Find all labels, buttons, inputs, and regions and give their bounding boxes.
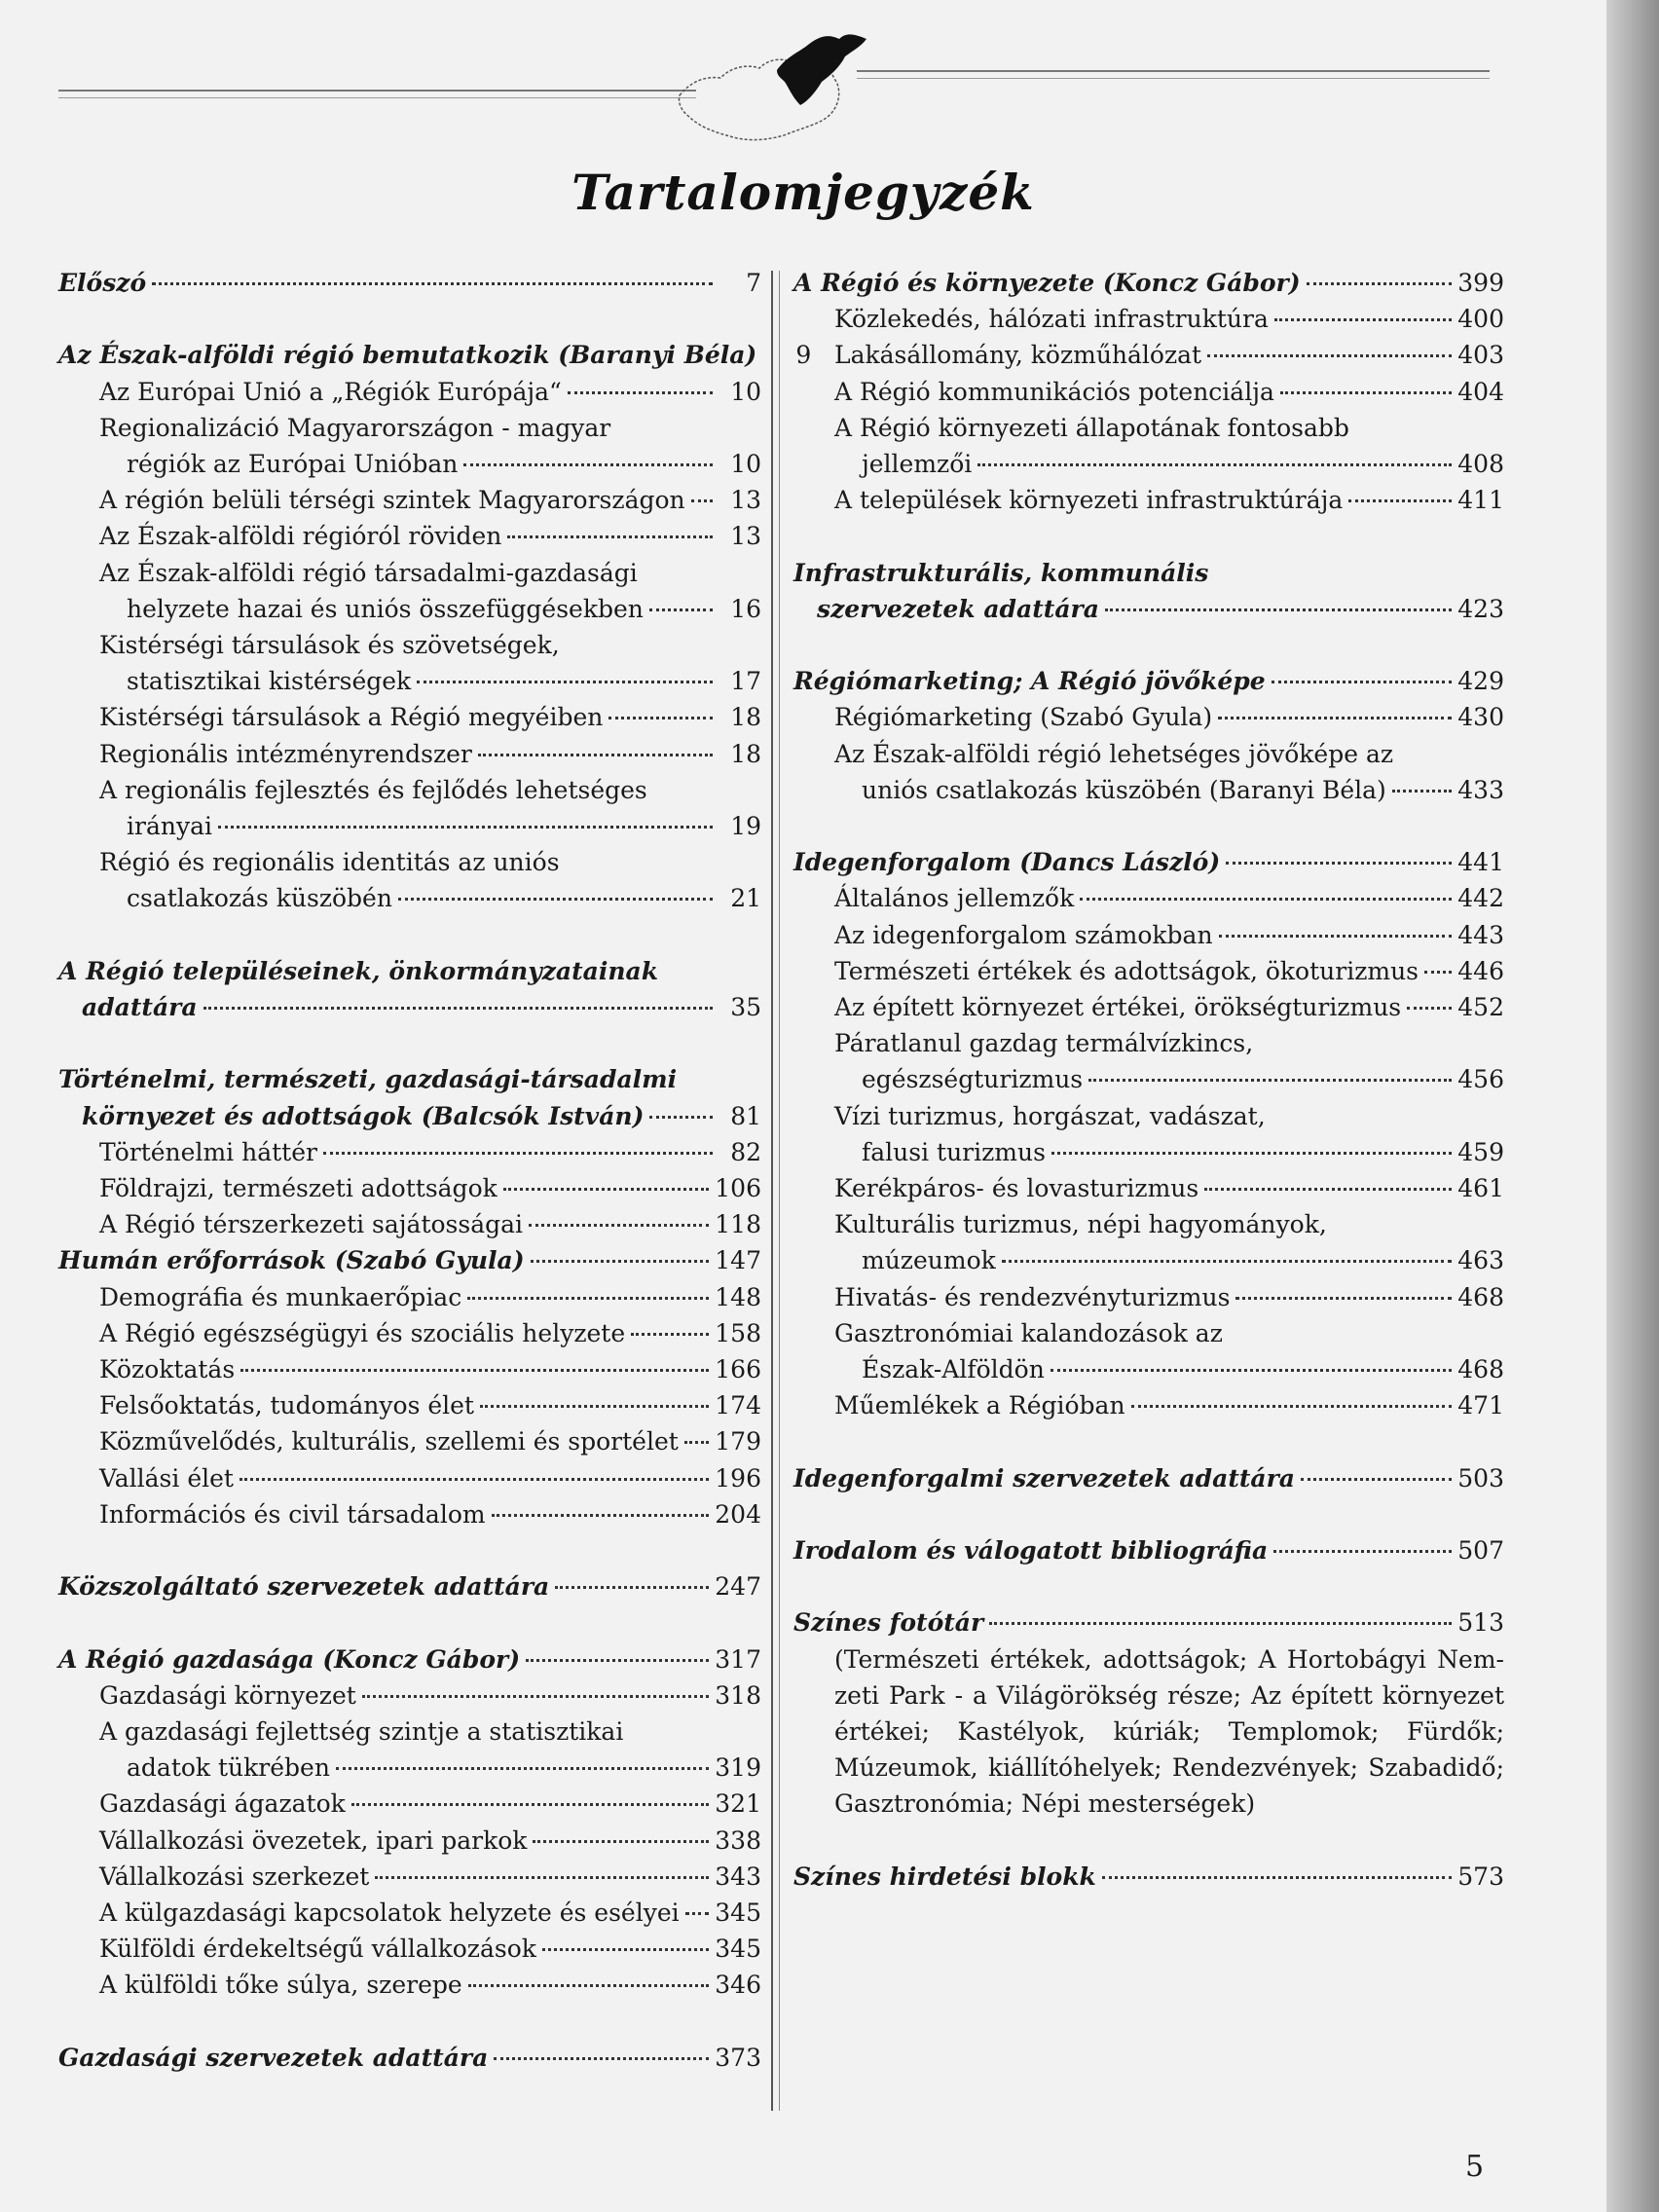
toc-subentry-title: Az Észak-alföldi régió lehetséges jövőképe az (834, 739, 1394, 768)
dot-leader (240, 1368, 709, 1372)
section-spacer (58, 1025, 761, 1061)
toc-section-title: A Régió gazdasága (Koncz Gábor) (58, 1644, 521, 1674)
toc-subentry (58, 591, 761, 627)
toc-page-number: 403 (1457, 341, 1504, 370)
toc-subentry (58, 808, 761, 844)
toc-page-number: 319 (715, 1753, 761, 1783)
toc-subentry-title: A regionális fejlesztés és fejlődés lehetséges (99, 775, 647, 804)
toc-subentry (793, 880, 1504, 916)
toc-subentry-title: Információs és civil társadalom (99, 1499, 486, 1529)
dot-leader (492, 1513, 710, 1517)
toc-page-number: 423 (1457, 594, 1504, 623)
toc-subentry (793, 953, 1504, 989)
dot-leader (1235, 1296, 1452, 1300)
dot-leader (685, 1911, 710, 1915)
dot-leader (351, 1802, 710, 1806)
dot-leader (1207, 353, 1452, 357)
toc-subentry-title: A Régió környezeti állapotának fontosabb (834, 413, 1349, 442)
map-of-hungary-icon (672, 27, 876, 149)
dot-leader (542, 1947, 709, 1951)
toc-subentry (793, 772, 1504, 808)
toc-subentry (58, 374, 761, 410)
toc-note-line: zeti Park - a Világörökség része; Az épített környezet (834, 1680, 1504, 1710)
toc-subentry (58, 1496, 761, 1532)
dot-leader (463, 462, 713, 466)
toc-subentry-title: régiók az Európai Unióban (127, 450, 459, 478)
toc-subentry (793, 1061, 1504, 1097)
toc-section-title: adattára (82, 993, 198, 1022)
toc-subentry-title: A külföldi tőke súlya, szerepe (99, 1971, 462, 2000)
toc-section-title: Előszó (58, 269, 147, 297)
toc-subentry (793, 301, 1504, 337)
header-rule-right (857, 70, 1490, 72)
section-spacer (793, 1823, 1504, 1859)
toc-subentry-title: statisztikai kistérségek (127, 667, 412, 696)
toc-page-number: 318 (715, 1680, 761, 1710)
toc-subentry (58, 1823, 761, 1859)
column-divider-thin (779, 271, 780, 2111)
toc-subentry-title: A külgazdasági kapcsolatok helyzete és esélyei (99, 1899, 680, 1928)
dot-leader (1280, 390, 1452, 394)
toc-section-entry (793, 1859, 1504, 1895)
toc-page-number: 373 (715, 2043, 761, 2072)
toc-subentry-title: Földrajzi, természeti adottságok (99, 1174, 498, 1203)
toc-section-title: Színes hirdetési blokk (793, 1862, 1096, 1891)
header-rule-right-thin (857, 78, 1490, 79)
toc-page-number: 573 (1457, 1862, 1504, 1891)
section-spacer (58, 1604, 761, 1641)
toc-subentry-title: Észak-Alföldön (862, 1355, 1045, 1384)
dot-leader (1080, 897, 1452, 901)
page-number: 5 (1465, 2150, 1485, 2184)
toc-page-number: 166 (715, 1355, 761, 1384)
toc-page-number: 346 (715, 1971, 761, 2000)
toc-subentry (58, 1351, 761, 1387)
toc-page-number: 463 (1457, 1246, 1504, 1275)
section-spacer (58, 1532, 761, 1568)
dot-leader (218, 825, 713, 829)
dot-leader (1424, 970, 1452, 974)
dot-leader (1274, 317, 1452, 321)
dot-leader (1002, 1259, 1453, 1263)
dot-leader (608, 716, 713, 719)
dot-leader (1204, 1187, 1452, 1191)
section-spacer (793, 1568, 1504, 1604)
dot-leader (1301, 1477, 1452, 1481)
toc-page-number: 118 (715, 1210, 761, 1239)
toc-section-entry (793, 1604, 1504, 1641)
dot-leader (503, 1187, 710, 1191)
toc-subentry-title: Felsőoktatás, tudományos élet (99, 1391, 474, 1420)
toc-subentry-title: Vállalkozási szerkezet (99, 1862, 370, 1891)
toc-subentry-title: A gazdasági fejlettség szintje a statisztikai (99, 1717, 624, 1747)
toc-right-column (793, 265, 1504, 1895)
toc-subentry-title: Közoktatás (99, 1355, 236, 1384)
toc-note-line: Gasztronómia; Népi mesterségek) (834, 1789, 1256, 1819)
toc-left-column (58, 265, 812, 2076)
dot-leader (203, 1006, 713, 1010)
toc-page-number: 21 (730, 884, 761, 913)
toc-page-number: 148 (715, 1282, 761, 1311)
dot-leader (152, 281, 713, 285)
dot-leader (1051, 1368, 1452, 1372)
toc-subentry (793, 1387, 1504, 1423)
toc-page-number: 16 (730, 594, 761, 623)
toc-subentry-title: Kerékpáros- és lovasturizmus (834, 1174, 1199, 1203)
dot-leader (529, 1223, 709, 1227)
toc-page-number: 433 (1457, 775, 1504, 804)
toc-subentry-title: Regionális intézményrendszer (99, 739, 472, 768)
dot-leader (531, 1259, 710, 1263)
toc-subentry-title: egészségturizmus (862, 1065, 1084, 1094)
header-rule-left-thin (58, 97, 696, 98)
toc-page-number: 404 (1457, 377, 1504, 406)
toc-subentry-title: Páratlanul gazdag termálvízkincs, (834, 1029, 1254, 1058)
toc-subentry-title: helyzete hazai és uniós összefüggésekben (127, 594, 644, 623)
toc-page-number: 503 (1457, 1463, 1504, 1493)
dot-leader (1273, 1549, 1452, 1553)
toc-section-title: Régiómarketing; A Régió jövőképe (793, 667, 1266, 696)
toc-section-title: Közszolgáltató szervezetek adattára (58, 1572, 550, 1602)
toc-note-line: (Természeti értékek, adottságok; A Hortobágyi Nem- (834, 1644, 1504, 1674)
toc-subentry (58, 1134, 761, 1170)
toc-subentry-title: Külföldi érdekeltségű vállalkozások (99, 1935, 536, 1964)
toc-page-number: 459 (1457, 1137, 1504, 1166)
dot-leader (568, 390, 713, 394)
page-edge-shadow (1606, 0, 1659, 2212)
toc-subentry (793, 917, 1504, 953)
toc-subentry (58, 699, 761, 735)
toc-page-number: 400 (1457, 305, 1504, 334)
dot-leader (1105, 608, 1452, 611)
toc-section-entry (793, 265, 1504, 301)
dot-leader (1348, 498, 1452, 502)
dot-leader (362, 1694, 709, 1698)
toc-subentry-title: Az Európai Unió a „Régiók Európája“ (99, 377, 562, 406)
toc-page-number: 456 (1457, 1065, 1504, 1094)
toc-page-number: 106 (715, 1174, 761, 1203)
toc-page-number: 468 (1457, 1355, 1504, 1384)
toc-subentry (793, 1279, 1504, 1315)
toc-subentry (58, 1859, 761, 1895)
toc-subentry (793, 699, 1504, 735)
dot-leader (533, 1839, 709, 1843)
page-title: Tartalomjegyzék (571, 164, 1035, 221)
toc-subentry (58, 446, 761, 482)
toc-subentry-title: Az Észak-alföldi régióról röviden (99, 522, 502, 551)
toc-section-title: A Régió településeinek, önkormányzatainak (58, 956, 659, 985)
toc-subentry-title: Természeti értékek és adottságok, ökoturizmus (834, 956, 1419, 985)
toc-subentry (58, 736, 761, 772)
toc-subentry-title: Regionalizáció Magyarországon - magyar (99, 413, 611, 442)
toc-page-number: 174 (715, 1391, 761, 1420)
toc-page-number: 35 (730, 993, 761, 1022)
dot-leader (478, 753, 713, 756)
column-divider (771, 271, 773, 2111)
toc-subentry (58, 1895, 761, 1931)
toc-subentry-title: adatok tükrében (127, 1753, 330, 1783)
toc-subentry (58, 1170, 761, 1206)
toc-subentry (58, 1206, 761, 1242)
toc-page-number: 471 (1457, 1391, 1504, 1420)
toc-section-title: Infrastrukturális, kommunális (793, 558, 1209, 587)
toc-note (793, 1641, 1504, 1823)
toc-subentry-title: Kistérségi társulások a Régió megyéiben (99, 703, 604, 732)
dot-leader (555, 1585, 709, 1589)
section-spacer (793, 1423, 1504, 1459)
toc-page-number: 399 (1457, 269, 1504, 297)
toc-section-entry (58, 1568, 761, 1604)
toc-section-title: Irodalom és válogatott bibliográfia (793, 1536, 1269, 1566)
toc-section-title: környezet és adottságok (Balcsók István) (82, 1101, 645, 1130)
toc-subentry (58, 880, 761, 916)
toc-page-number: 317 (715, 1644, 761, 1674)
toc-page-number: 13 (730, 522, 761, 551)
toc-section-title: Idegenforgalmi szervezetek adattára (793, 1463, 1295, 1493)
toc-page-number: 7 (746, 269, 761, 297)
toc-subentry (58, 1750, 761, 1786)
toc-subentry-title: Kulturális turizmus, népi hagyományok, (834, 1210, 1327, 1239)
toc-subentry (793, 482, 1504, 518)
dot-leader (1272, 680, 1453, 683)
toc-section-entry (793, 1532, 1504, 1568)
dot-leader (494, 2056, 709, 2060)
dot-leader (1392, 789, 1452, 793)
toc-subentry (793, 374, 1504, 410)
dot-leader (1102, 1875, 1452, 1879)
section-spacer (58, 2004, 761, 2040)
toc-page-number: 247 (715, 1572, 761, 1602)
toc-page-number: 18 (730, 703, 761, 732)
dot-leader (977, 462, 1452, 466)
toc-section-entry (58, 989, 761, 1025)
toc-subentry-title: Történelmi háttér (99, 1137, 317, 1166)
toc-subentry-title: Gazdasági környezet (99, 1680, 356, 1710)
toc-section-title: Gazdasági szervezetek adattára (58, 2043, 489, 2072)
section-spacer (793, 808, 1504, 844)
toc-section-title: Történelmi, természeti, gazdasági-társadalmi (58, 1065, 678, 1094)
toc-subentry-title: irányai (127, 812, 212, 841)
toc-page-number: 9 (795, 341, 812, 370)
toc-page-number: 442 (1457, 884, 1504, 913)
toc-subentry (793, 1242, 1504, 1278)
toc-section-entry (58, 337, 812, 373)
toc-page-number: 158 (715, 1318, 761, 1347)
toc-note-line: értékei; Kastélyok, kúriák; Templomok; Fürdők; (834, 1717, 1504, 1747)
toc-section-title: A Régió és környezete (Koncz Gábor) (793, 269, 1301, 297)
toc-subentry-title: Az épített környezet értékei, örökségturizmus (834, 993, 1402, 1022)
toc-subentry (58, 482, 761, 518)
toc-page-number: 19 (730, 812, 761, 841)
toc-section-entry (58, 1641, 761, 1677)
toc-subentry (793, 446, 1504, 482)
dot-leader (375, 1875, 709, 1879)
toc-page-number: 461 (1457, 1174, 1504, 1203)
toc-subentry-title: A Régió térszerkezeti sajátosságai (99, 1210, 524, 1239)
toc-page-number: 204 (715, 1499, 761, 1529)
dot-leader (467, 1296, 709, 1300)
toc-subentry-title: Régiómarketing (Szabó Gyula) (834, 703, 1213, 732)
toc-subentry-title: Kistérségi társulások és szövetségek, (99, 631, 560, 660)
toc-subentry (793, 337, 1504, 373)
dot-leader (468, 1983, 710, 1987)
dot-leader (1218, 716, 1452, 719)
toc-subentry-title: Az Észak-alföldi régió társadalmi-gazdasági (99, 558, 638, 587)
toc-subentry (58, 1677, 761, 1714)
toc-section-title: Humán erőforrások (Szabó Gyula) (58, 1246, 525, 1275)
toc-subentry (793, 1351, 1504, 1387)
toc-page-number: 147 (715, 1246, 761, 1275)
toc-subentry-title: A Régió kommunikációs potenciálja (834, 377, 1274, 406)
toc-section-entry (58, 265, 761, 301)
toc-note-line: Múzeumok, kiállítóhelyek; Rendezvények; Szabadidő; (834, 1753, 1504, 1783)
section-spacer (58, 301, 761, 337)
toc-subentry (793, 989, 1504, 1025)
toc-section-title: Idegenforgalom (Dancs László) (793, 848, 1221, 877)
dot-leader (1407, 1006, 1452, 1010)
dot-leader (507, 535, 713, 538)
toc-subentry-title: Gasztronómiai kalandozások az (834, 1318, 1223, 1347)
toc-section-entry (58, 2040, 761, 2076)
toc-subentry-title: Közművelődés, kulturális, szellemi és sportélet (99, 1427, 679, 1456)
toc-subentry-title: falusi turizmus (862, 1137, 1046, 1166)
dot-leader (336, 1766, 709, 1770)
toc-page-number: 10 (730, 450, 761, 478)
toc-page-number: 338 (715, 1825, 761, 1855)
toc-section-entry (793, 663, 1504, 699)
toc-page-number: 321 (715, 1789, 761, 1819)
toc-subentry-title: A régión belüli térségi szintek Magyarországon (99, 486, 685, 515)
dot-leader (684, 1440, 709, 1444)
toc-page-number: 507 (1457, 1536, 1504, 1566)
dot-leader (989, 1621, 1452, 1625)
toc-subentry-title: Vállalkozási övezetek, ipari parkok (99, 1825, 528, 1855)
toc-section-title: Színes fotótár (793, 1608, 984, 1638)
toc-page-number: 196 (715, 1463, 761, 1493)
toc-section-entry (793, 1460, 1504, 1496)
toc-page-number: 17 (730, 667, 761, 696)
toc-subentry (793, 1170, 1504, 1206)
dot-leader (649, 1115, 713, 1119)
toc-subentry (58, 663, 761, 699)
dot-leader (240, 1477, 709, 1481)
toc-section-title: Az Észak-alföldi régió bemutatkozik (Baranyi Béla) (58, 341, 757, 370)
dot-leader (1307, 281, 1453, 285)
toc-page-number: 13 (730, 486, 761, 515)
toc-page-number: 452 (1457, 993, 1504, 1022)
dot-leader (1226, 861, 1452, 865)
toc-section-entry (58, 1098, 761, 1134)
toc-subentry-title: Vízi turizmus, horgászat, vadászat, (834, 1101, 1266, 1130)
toc-section-entry (793, 591, 1504, 627)
section-spacer (793, 518, 1504, 554)
section-spacer (793, 1496, 1504, 1532)
toc-subentry-title: Általános jellemzők (834, 884, 1075, 913)
toc-subentry-title: múzeumok (862, 1246, 996, 1275)
header-rule-left (58, 90, 696, 92)
toc-subentry-title: Hivatás- és rendezvényturizmus (834, 1282, 1231, 1311)
toc-page-number: 411 (1457, 486, 1504, 515)
toc-subentry-title: Műemlékek a Régióban (834, 1391, 1125, 1420)
toc-subentry (58, 518, 761, 554)
toc-page-number: 343 (715, 1862, 761, 1891)
section-spacer (793, 627, 1504, 663)
toc-subentry (58, 1786, 761, 1822)
toc-subentry-title: Régió és regionális identitás az uniós (99, 848, 560, 877)
toc-section-entry (58, 1242, 761, 1278)
toc-subentry-title: Az idegenforgalom számokban (834, 920, 1213, 949)
toc-page-number: 513 (1457, 1608, 1504, 1638)
toc-page-number: 430 (1457, 703, 1504, 732)
toc-page-number: 468 (1457, 1282, 1504, 1311)
dot-leader (691, 498, 713, 502)
toc-subentry (58, 1387, 761, 1423)
dot-leader (323, 1151, 713, 1155)
dot-leader (649, 608, 713, 611)
toc-page-number: 81 (730, 1101, 761, 1130)
section-spacer (58, 917, 761, 953)
dot-leader (398, 897, 713, 901)
toc-page-number: 345 (715, 1935, 761, 1964)
toc-page-number: 441 (1457, 848, 1504, 877)
toc-page-number: 10 (730, 377, 761, 406)
toc-page-number: 443 (1457, 920, 1504, 949)
toc-subentry-title: A Régió egészségügyi és szociális helyzete (99, 1318, 626, 1347)
toc-section-title: szervezetek adattára (817, 594, 1099, 623)
toc-subentry (58, 1931, 761, 1967)
dot-leader (631, 1332, 709, 1336)
dot-leader (1131, 1404, 1453, 1408)
toc-subentry (58, 1967, 761, 2003)
toc-subentry-title: uniós csatlakozás küszöbén (Baranyi Béla) (862, 775, 1386, 804)
dot-leader (417, 680, 713, 683)
toc-page-number: 82 (730, 1137, 761, 1166)
toc-page-number: 345 (715, 1899, 761, 1928)
dot-leader (1051, 1151, 1452, 1155)
toc-subentry (793, 1134, 1504, 1170)
toc-section-entry (793, 844, 1504, 880)
toc-page-number: 179 (715, 1427, 761, 1456)
dot-leader (480, 1404, 709, 1408)
toc-subentry-title: Vallási élet (99, 1463, 234, 1493)
toc-subentry-title: Lakásállomány, közműhálózat (834, 341, 1202, 370)
toc-subentry-title: Demográfia és munkaerőpiac (99, 1282, 462, 1311)
toc-page-number: 408 (1457, 450, 1504, 479)
toc-subentry (58, 1460, 761, 1496)
toc-page-number: 446 (1457, 956, 1504, 985)
toc-subentry-title: jellemzői (862, 450, 973, 479)
dot-leader (1219, 934, 1453, 938)
toc-subentry-title: csatlakozás küszöbén (127, 884, 392, 913)
toc-subentry (58, 1279, 761, 1315)
toc-subentry-title: Gazdasági ágazatok (99, 1789, 346, 1819)
dot-leader (1088, 1078, 1452, 1082)
toc-subentry-title: A települések környezeti infrastruktúrája (834, 486, 1344, 515)
toc-subentry-title: Közlekedés, hálózati infrastruktúra (834, 305, 1269, 334)
toc-page-number: 18 (730, 739, 761, 768)
dot-leader (526, 1658, 709, 1662)
toc-subentry (58, 1423, 761, 1459)
toc-page-number: 429 (1457, 667, 1504, 696)
toc-subentry (58, 1315, 761, 1351)
